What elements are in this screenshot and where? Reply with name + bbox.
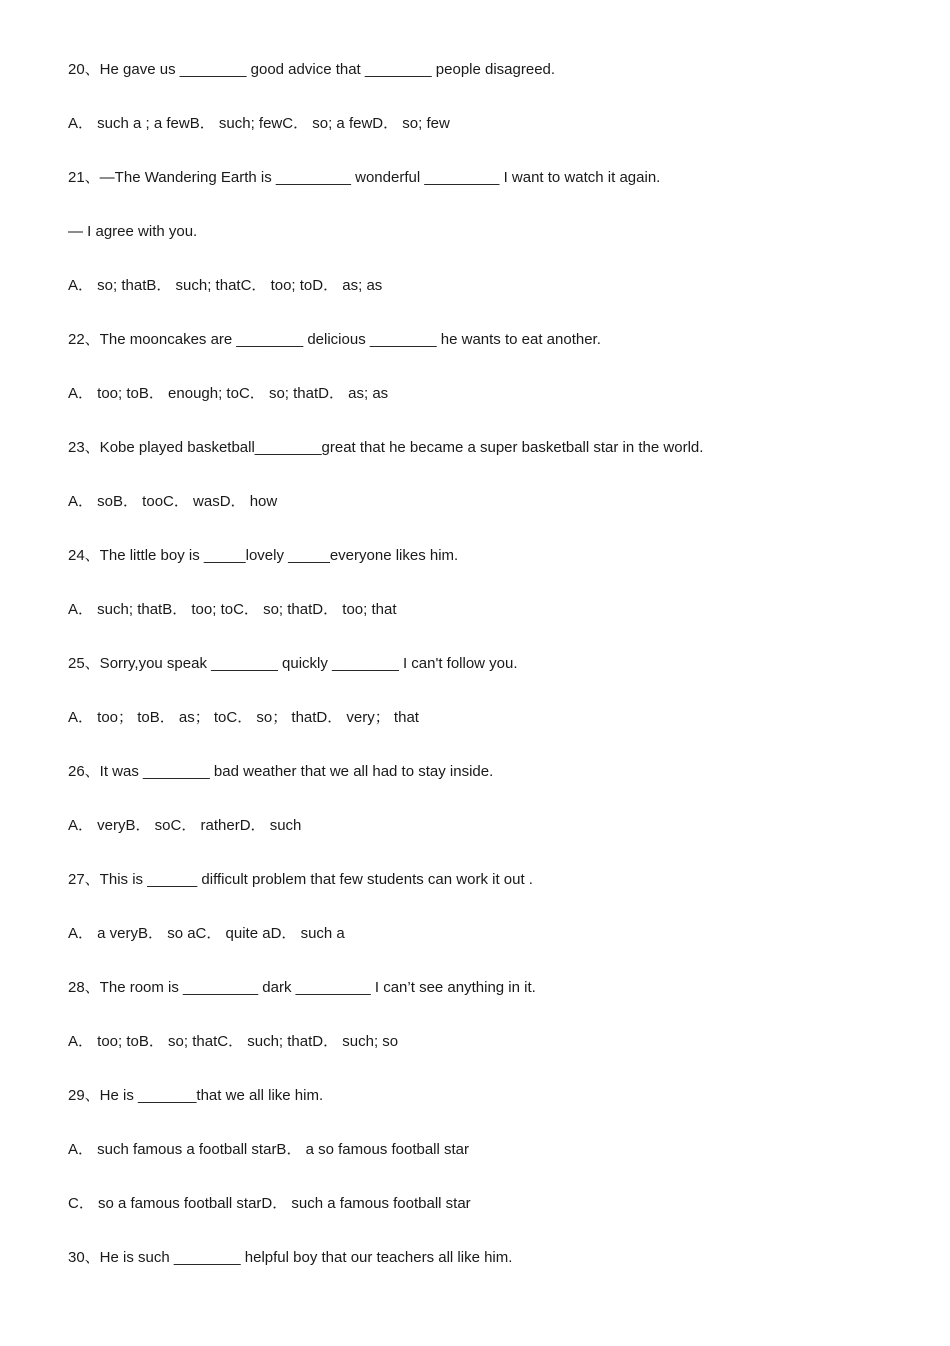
question-23-options: A． soB． tooC． wasD． how <box>68 493 278 510</box>
question-26-options: A． veryB． soC． ratherD． such <box>68 817 302 834</box>
question-26: 26、It was ________ bad weather that we all had to stay inside. <box>68 763 494 780</box>
question-22: 22、The mooncakes are ________ delicious ________ he wants to eat another. <box>68 331 601 348</box>
question-30: 30、He is such ________ helpful boy that our teachers all like him. <box>68 1249 513 1266</box>
question-24: 24、The little boy is _____lovely _____everyone likes him. <box>68 547 459 564</box>
question-20: 20、He gave us ________ good advice that ________ people disagreed. <box>68 61 556 78</box>
question-27: 27、This is ______ difficult problem that few students can work it out . <box>68 871 533 888</box>
question-23: 23、Kobe played basketball________great that he became a super basketball star in the world. <box>68 439 704 456</box>
question-21: 21、—The Wandering Earth is _________ wonderful _________ I want to watch it again. <box>68 169 661 186</box>
question-29: 29、He is _______that we all like him. <box>68 1087 324 1104</box>
question-20-options: A． such a ; a fewB． such; fewC． so; a fewD． so; few <box>68 115 450 132</box>
question-25: 25、Sorry,you speak ________ quickly ________ I can't follow you. <box>68 655 518 672</box>
question-22-options: A． too; toB． enough; toC． so; thatD． as; as <box>68 385 389 402</box>
question-29-options-cd: C． so a famous football starD． such a famous football star <box>68 1195 471 1212</box>
question-28: 28、The room is _________ dark _________ I can’t see anything in it. <box>68 979 536 996</box>
question-27-options: A． a veryB． so aC． quite aD． such a <box>68 925 345 942</box>
question-21-reply: — I agree with you. <box>68 223 198 240</box>
question-21-options: A． so; thatB． such; thatC． too; toD． as; as <box>68 277 383 294</box>
question-25-options: A． too； toB． as； toC． so； thatD． very； that <box>68 709 419 726</box>
question-24-options: A． such; thatB． too; toC． so; thatD． too; that <box>68 601 397 618</box>
question-28-options: A． too; toB． so; thatC． such; thatD． such; so <box>68 1033 399 1050</box>
question-29-options-ab: A． such famous a football starB． a so famous football star <box>68 1141 470 1158</box>
